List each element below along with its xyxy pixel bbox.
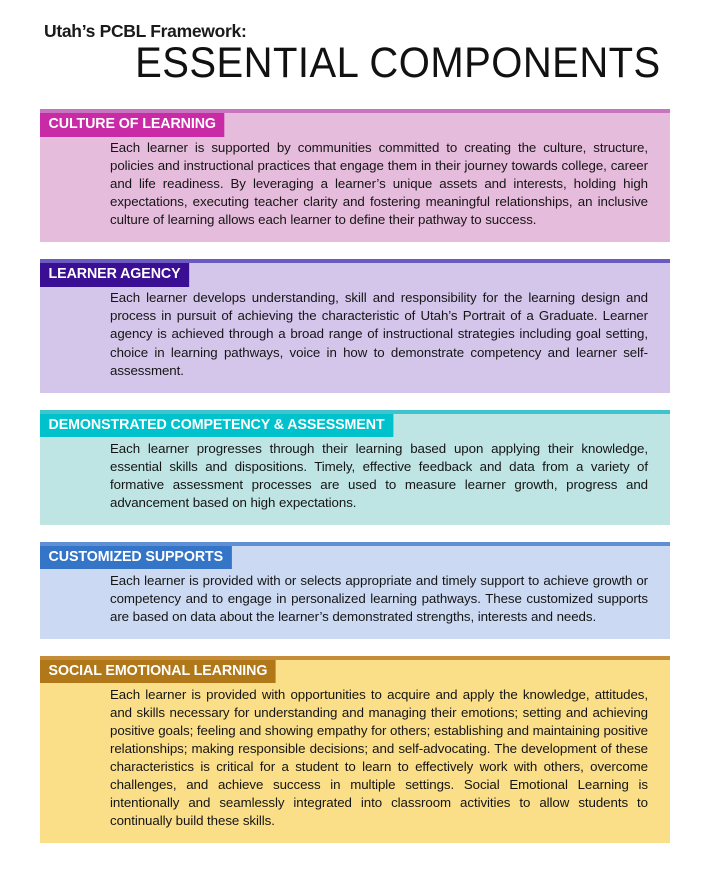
section-text (40, 660, 670, 843)
component-section-social-emotional-learning (40, 656, 670, 843)
section-label-social-emotional-learning: SOCIAL EMOTIONAL LEARNING (40, 660, 276, 684)
section-paragraph: Each learner progresses through their learning based upon applying their knowledge, essential skills and dispositions. Timely, effective feedback and data from a variety of formative assessment processes are used to measure learner growth, progress and advancement based on high expectations. (110, 440, 648, 510)
section-body-wrap (40, 263, 670, 392)
page-title: ESSENTIAL COMPONENTS (135, 39, 661, 88)
component-section-learner-agency (40, 259, 670, 392)
section-body-wrap (40, 660, 670, 843)
section-body-wrap (40, 414, 670, 525)
section-body-wrap (40, 113, 670, 242)
section-paragraph: Each learner is provided with or selects appropriate and timely support to achieve growth or competency and to engage in personalized learning pathways. These customized supports are based on data about the learner’s demonstrated strengths, interests and needs. (110, 572, 648, 624)
section-body-wrap (40, 546, 670, 639)
section-label-culture-of-learning: CULTURE OF LEARNING (40, 113, 224, 137)
section-label-demonstrated-competency-and-assessment: DEMONSTRATED COMPETENCY & ASSESSMENT (40, 414, 393, 438)
section-label-learner-agency: LEARNER AGENCY (40, 263, 189, 287)
component-section-customized-supports (40, 542, 670, 639)
section-paragraph: Each learner is supported by communities committed to creating the culture, structure, policies and instructional practices that engage them in their journey towards college, career and life readiness. By leveraging a learner’s unique assets and interests, holding high expectations, executing teacher clarity and fostering meaningful relationships, an inclusive culture of learning allows each learner to define their pathway to success. (110, 140, 648, 228)
component-section-culture-of-learning (40, 109, 670, 242)
section-paragraph: Each learner develops understanding, skill and responsibility for the learning design and process in pursuit of achieving the characteristic of Utah’s Portrait of a Graduate. Learner agency is achieved through a broad range of instructional strategies including goal setting, choice in learning pathways, voice in how to demonstrate competency and learner self-assessment. (110, 290, 648, 378)
document-header (0, 0, 704, 88)
section-paragraph: Each learner is provided with opportunities to acquire and apply the knowledge, attitudes, and skills necessary for understanding and managing their emotions; setting and achieving positive goals; feeling and showing empathy for others; establishing and maintaining positive relationships; making responsible decisions; and self-advocating. The development of these characteristics is critical for a student to learn to effectively work with others, overcome challenges, and achieve success in multiple settings. Social Emotional Learning is intentionally and seamlessly integrated into classroom activities to allow students to continually build these skills. (110, 686, 648, 828)
framework-kicker: Utah’s PCBL Framework: (44, 21, 247, 41)
section-label-customized-supports: CUSTOMIZED SUPPORTS (40, 546, 232, 570)
component-section-demonstrated-competency-and-assessment (40, 410, 670, 525)
components-list (0, 109, 704, 842)
